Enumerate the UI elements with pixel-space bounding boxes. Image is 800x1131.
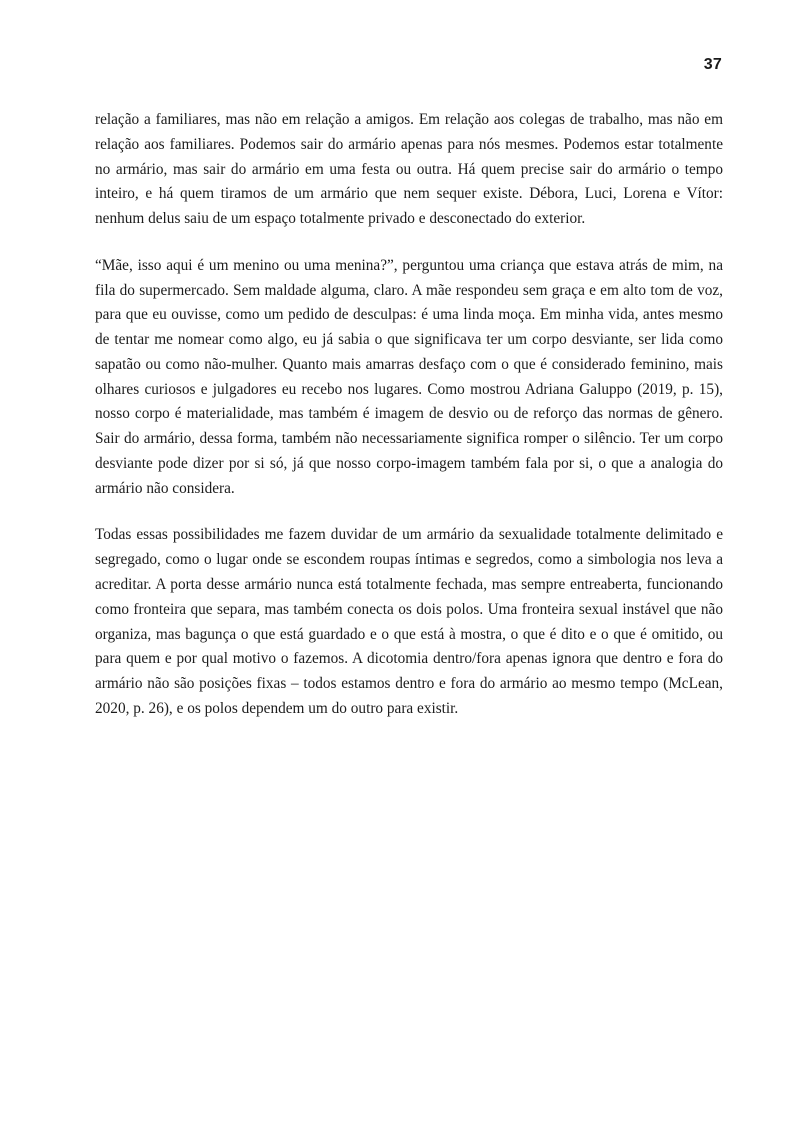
body-paragraph: Todas essas possibilidades me fazem duvidar de um armário da sexualidade totalmente delimitado e segregado, como o lugar onde se escondem roupas íntimas e segredos, como a simbologia nos leva a acreditar. A porta desse armário nunca está totalmente fechada, mas sempre entreaberta, funcionando como fronteira que separa, mas também conecta os dois polos. Uma fronteira sexual instável que não organiza, mas bagunça o que está guardado e o que está à mostra, o que é dito e o que é omitido, ou para quem e por qual motivo o fazemos. A dicotomia dentro/fora apenas ignora que dentro e fora do armário não são posições fixas – todos estamos dentro e fora do armário ao mesmo tempo (McLean, 2020, p. 26), e os polos dependem um do outro para existir. (95, 526, 723, 717)
body-paragraph: relação a familiares, mas não em relação a amigos. Em relação aos colegas de trabalho, mas não em relação aos familiares. Podemos sair do armário apenas para nós mesmes. Podemos estar totalmente no armário, mas sair do armário em uma festa ou outra. Há quem precise sair do armário o tempo inteiro, e há quem tiramos de um armário que nem sequer existe. Débora, Luci, Lorena e Vítor: nenhum delus saiu de um espaço totalmente privado e desconectado do exterior. (95, 111, 723, 228)
page-body-text (95, 108, 723, 722)
page-number: 37 (703, 56, 722, 73)
body-paragraph: “Mãe, isso aqui é um menino ou uma menina?”, perguntou uma criança que estava atrás de mim, na fila do supermercado. Sem maldade alguma, claro. A mãe respondeu sem graça e em alto tom de voz, para que eu ouvisse, como um pedido de desculpas: é uma linda moça. Em minha vida, antes mesmo de tentar me nomear como algo, eu já sabia o que significava ter um corpo desviante, ser lida como sapatão ou como não-mulher. Quanto mais amarras desfaço com o que é considerado feminino, mais olhares curiosos e julgadores eu recebo nos lugares. Como mostrou Adriana Galuppo (2019, p. 15), nosso corpo é materialidade, mas também é imagem de desvio ou de reforço das normas de gênero. Sair do armário, dessa forma, também não necessariamente significa romper o silêncio. Ter um corpo desviante pode dizer por si só, já que nosso corpo-imagem também fala por si, o que a analogia do armário não considera. (95, 256, 723, 497)
